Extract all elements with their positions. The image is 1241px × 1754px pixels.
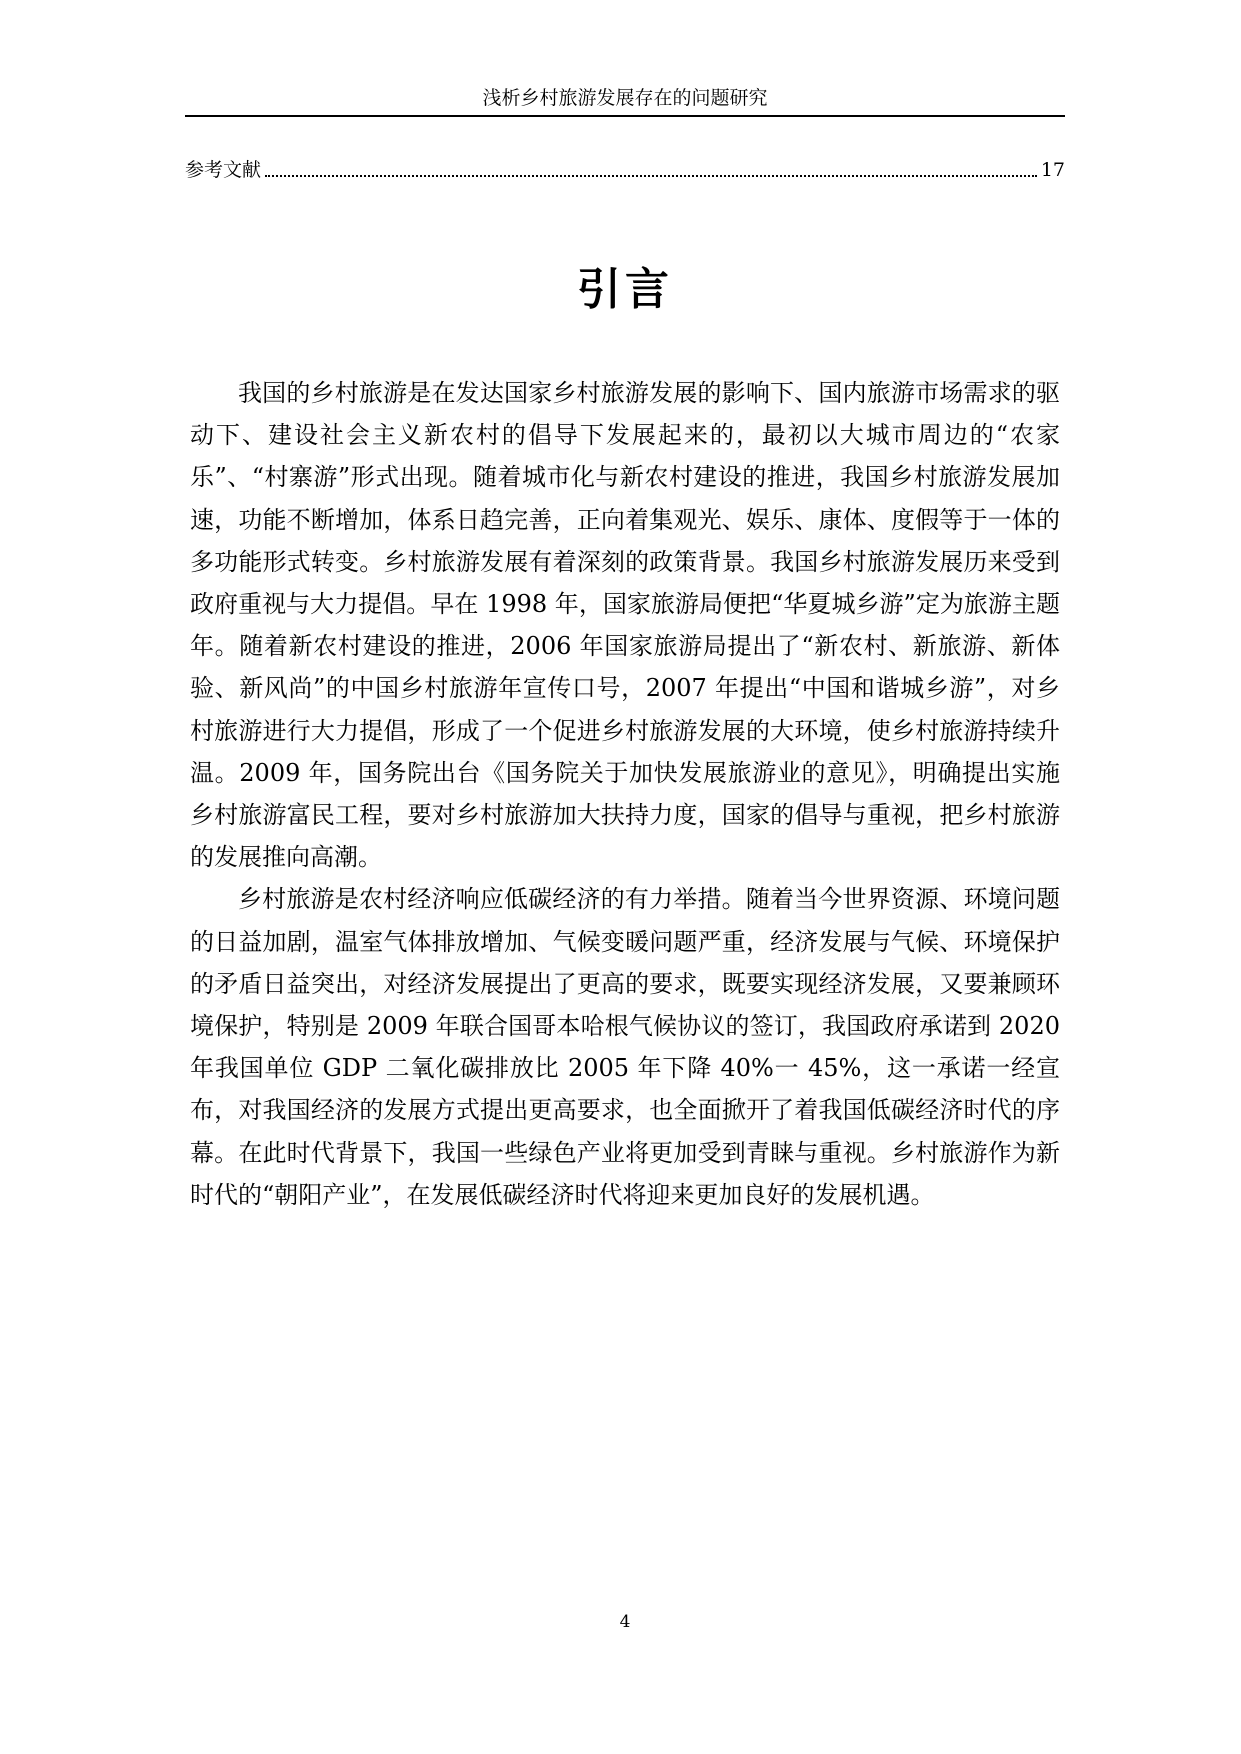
toc-entry-page: 17 bbox=[1040, 159, 1065, 181]
paragraph: 我国的乡村旅游是在发达国家乡村旅游发展的影响下、国内旅游市场需求的驱动下、建设社会主义新农村的倡导下发展起来的，最初以大城市周边的“农家乐”、“村寨游”形式出现。随着城市化与新农村建设的推进，我国乡村旅游发展加速，功能不断增加，体系日趋完善，正向着集观光、娱乐、康体、度假等于一体的多功能形式转变。乡村旅游发展有着深刻的政策背景。我国乡村旅游发展历来受到政府重视与大力提倡。早在 1998 年，国家旅游局便把“华夏城乡游”定为旅游主题年。随着新农村建设的推进，2006 年国家旅游局提出了“新农村、新旅游、新体验、新风尚”的中国乡村旅游年宣传口号，2007 年提出“中国和谐城乡游”，对乡村旅游进行大力提倡，形成了一个促进乡村旅游发展的大环境，使乡村旅游持续升温。2009 年，国务院出台《国务院关于加快发展旅游业的意见》，明确提出实施乡村旅游富民工程，要对乡村旅游加大扶持力度，国家的倡导与重视，把乡村旅游的发展推向高潮。 bbox=[190, 379, 1060, 872]
header-divider bbox=[185, 115, 1065, 117]
page-number: 4 bbox=[619, 1612, 631, 1632]
body-text bbox=[190, 372, 1060, 1216]
paragraph: 乡村旅游是农村经济响应低碳经济的有力举措。随着当今世界资源、环境问题的日益加剧，温室气体排放增加、气候变暖问题严重，经济发展与气候、环境保护的矛盾日益突出，对经济发展提出了更高的要求，既要实现经济发展，又要兼顾环境保护，特别是 2009 年联合国哥本哈根气候协议的签订，我国政府承诺到 2020 年我国单位 GDP 二氧化碳排放比 2005 年下降 40%一 45%，这一承诺一经宣布，对我国经济的发展方式提出更高要求，也全面掀开了着我国低碳经济时代的序幕。在此时代背景下，我国一些绿色产业将更加受到青睐与重视。乡村旅游作为新时代的“朝阳产业”，在发展低碳经济时代将迎来更加良好的发展机遇。 bbox=[190, 885, 1060, 1209]
toc-leader-dots bbox=[265, 175, 1037, 177]
running-header: 浅析乡村旅游发展存在的问题研究 bbox=[482, 87, 768, 109]
toc-entry-references bbox=[185, 155, 1065, 183]
toc-entry-label: 参考文献 bbox=[185, 159, 262, 181]
section-heading: 引言 bbox=[577, 264, 673, 315]
